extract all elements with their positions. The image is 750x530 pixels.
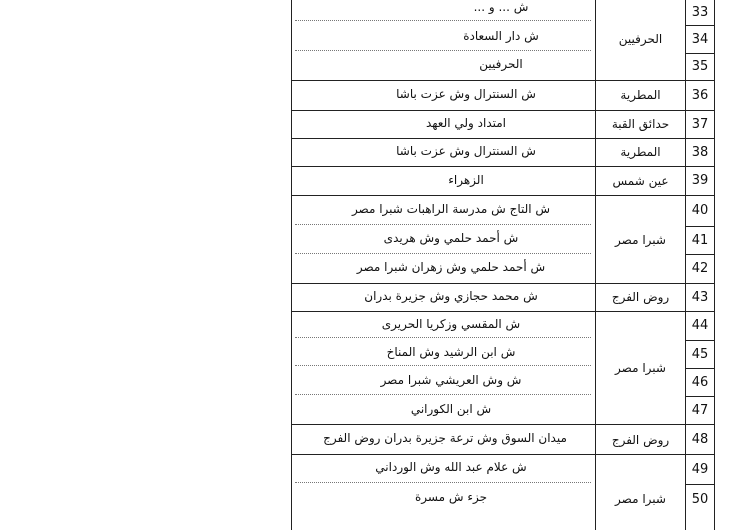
row-number: 46 — [691, 374, 709, 390]
street-row-separator — [295, 482, 591, 483]
row-number: 47 — [691, 402, 709, 418]
street-cell: ش ابن الكوراني — [410, 402, 492, 416]
district-cell: المطرية — [620, 145, 661, 159]
street-cell: ش دار السعادة — [463, 29, 539, 43]
district-cell: شبرا مصر — [615, 233, 666, 247]
district-cell: حدائق القبة — [611, 117, 670, 131]
street-row-separator — [295, 337, 591, 338]
street-cell: ش السنترال وش عزت باشا — [396, 87, 536, 101]
row-number: 38 — [691, 144, 709, 160]
row-number: 33 — [691, 5, 709, 20]
street-row-separator — [295, 365, 591, 366]
row-number: 43 — [691, 289, 709, 305]
street-row-separator — [295, 253, 591, 254]
street-cell: ش أحمد حلمي وش هريدى — [383, 231, 519, 245]
row-number: 41 — [691, 232, 709, 248]
street-cell: امتداد ولي العهد — [425, 116, 507, 130]
district-cell: شبرا مصر — [615, 492, 666, 506]
row-number: 37 — [691, 116, 709, 132]
street-cell: الحرفيين — [479, 57, 523, 71]
district-cell: المطرية — [620, 88, 661, 102]
district-cell: روض الفرج — [611, 432, 670, 447]
row-number: 36 — [691, 87, 709, 103]
street-cell: الزهراء — [448, 173, 484, 187]
street-cell: ش أحمد حلمي وش زهران شبرا مصر — [356, 260, 546, 274]
street-cell: جزء ش مسرة — [415, 490, 487, 504]
street-row-separator — [295, 20, 591, 21]
district-cell: عين شمس — [612, 173, 669, 188]
row-number: 35 — [691, 59, 709, 74]
street-row-separator — [295, 50, 591, 51]
street-cell: ش وش العريشي شبرا مصر — [380, 373, 522, 387]
street-cell: ش محمد حجازي وش جزيرة بدران — [364, 289, 538, 303]
district-street-table — [291, 0, 715, 530]
row-number: 49 — [691, 461, 709, 477]
street-cell: ش السنترال وش عزت باشا — [396, 144, 536, 158]
row-number: 34 — [691, 31, 709, 47]
street-cell: ميدان السوق وش ترعة جزيرة بدران روض الفرج — [323, 431, 567, 445]
group-separator — [291, 195, 715, 196]
street-cell: ش التاج ش مدرسة الراهبات شبرا مصر — [351, 202, 551, 216]
street-row-separator — [295, 224, 591, 225]
street-cell: ش ابن الرشيد وش المناخ — [386, 345, 516, 359]
street-cell: ش ... و ... — [473, 0, 529, 14]
street-cell: ش المقسي وزكريا الحريرى — [381, 317, 521, 331]
district-cell: شبرا مصر — [615, 361, 666, 375]
row-number: 42 — [691, 261, 709, 276]
row-number: 48 — [691, 431, 709, 447]
row-number: 50 — [691, 491, 709, 507]
row-number: 40 — [691, 203, 709, 218]
row-number: 45 — [691, 346, 709, 362]
row-number: 44 — [691, 318, 709, 333]
district-cell: روض الفرج — [611, 290, 670, 304]
district-cell: الحرفيين — [618, 32, 663, 46]
street-cell: ش علام عبد الله وش الورداني — [375, 460, 527, 474]
row-number: 39 — [691, 173, 709, 188]
street-row-separator — [295, 394, 591, 395]
